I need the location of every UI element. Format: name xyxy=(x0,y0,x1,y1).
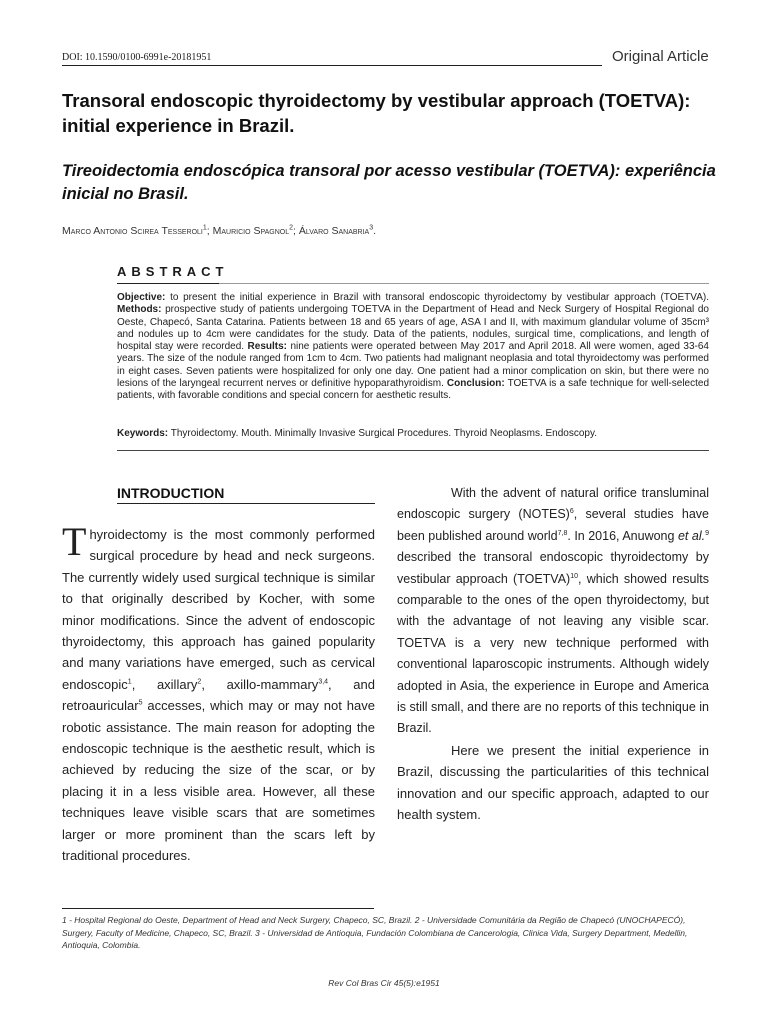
paragraph xyxy=(397,483,709,740)
introduction-rule xyxy=(117,503,375,504)
citation[interactable]: 1 xyxy=(127,678,132,686)
paragraph: Here we present the initial experience in Brazil, discussing the particularities of this technical innovation and our specific approach, adapted to our health system. xyxy=(397,742,709,823)
keywords-label: Keywords: xyxy=(117,428,169,439)
author-name[interactable]: Mauricio Spagnol xyxy=(212,225,290,237)
et-al: et al. xyxy=(677,528,706,543)
title-portuguese: Tireoidectomia endoscópica transoral por acesso vestibular (TOETVA): experiência inicial no Brasil. xyxy=(62,162,716,203)
conclusion-label: Conclusion: xyxy=(446,378,505,390)
methods-label: Methods: xyxy=(117,304,162,316)
affiliation-mark: 3 xyxy=(369,224,374,232)
paragraph-text: . In 2016, Anuwong xyxy=(567,528,678,543)
doi[interactable]: DOI: 10.1590/0100-6991e-20181951 xyxy=(62,52,212,63)
citation[interactable]: 2 xyxy=(197,678,202,686)
objective-text: to present the initial experience in Brazil with transoral endoscopic thyroidectomy by vestibular approach (TOETVA). xyxy=(170,292,709,303)
methods-text: prospective study of patients undergoing TOETVA in the Department of Head and Neck Surgery of Hospital Regional do Oeste, Chapecó, Santa Catarina. Patients between 18 and 65 years of age, ASA I and II, with maximum glandular volume of 35cm³ and nodules up to 4cm were candidates for the study. Data of the patients, nodules, surgical time, complications, and length of hospital stay were recorded. xyxy=(117,304,709,353)
article-type: Original Article xyxy=(612,48,709,65)
paragraph-text: With the advent of natural orifice transluminal endoscopic surgery (NOTES) xyxy=(397,486,709,522)
text-column-right xyxy=(397,483,709,826)
results-text: nine patients were operated between May 2017 and April 2018. All were women, aged 33-64 years. The size of the nodule ranged from 1cm to 4cm. Two patients had malignant neoplasia and total thyroidectomy was performed in eight cases. Seven patients were hospitalized for only one day. One patient had a minor complication on skin, but there were no lesions of the laryngeal recurrent nerves or definitive hypoparathyroidism. xyxy=(117,341,709,390)
paragraph-text: described the transoral endoscopic thyroidectomy by vestibular approach (TOETVA) xyxy=(397,550,709,586)
paragraph-text: , axillary xyxy=(131,676,198,692)
keywords-text: Thyroidectomy. Mouth. Minimally Invasive Surgical Procedures. Thyroid Neoplasms. Endoscopy. xyxy=(170,428,598,439)
citation[interactable]: 7,8 xyxy=(557,529,568,537)
paragraph-text: hyroidectomy is the most commonly performed surgical procedure by head and neck surgeons. The currently widely used surgical technique is similar to that originally described by Kocher, with some minor modifications. Since the advent of endoscopic thyroidectomy, this approach has gained popularity and many variations have emerged, such as cervical endoscopic xyxy=(62,527,375,692)
paragraph-text: , which showed results comparable to the ones of the open thyroidectomy, but with the advantage of not leaving any visible scar. TOETVA is a very new technique performed with conventional laparoscopic instruments. Although widely adopted in Asia, the experience in Europe and America is still small, and there are no reports of this technique in Brazil. xyxy=(397,571,709,736)
authors: Marco Antonio Scirea Tesseroli$^1$; Mauricio Spagnol$^2$; Álvaro Sanabria$^3$. xyxy=(62,224,377,237)
affiliation-mark: 1 xyxy=(202,224,207,232)
author-name[interactable]: Álvaro Sanabria xyxy=(298,225,370,237)
keywords xyxy=(117,428,709,439)
author-name[interactable]: Marco Antonio Scirea Tesseroli xyxy=(62,225,203,237)
affiliation-mark: 2 xyxy=(289,224,294,232)
text-column-left xyxy=(62,519,375,867)
header-rule xyxy=(62,65,602,66)
objective-label: Objective: xyxy=(117,292,166,303)
abstract-heading: ABSTRACT xyxy=(117,264,229,279)
abstract-bottom-rule xyxy=(117,450,709,451)
paragraph-text: , and retroauricular xyxy=(62,676,375,714)
paragraph-text: , axillo-mammary xyxy=(201,676,319,692)
drop-cap: T xyxy=(62,519,87,564)
paragraph-text: accesses, which may or may not have robotic assistance. The main reason for adopting the endoscopic technique is the aesthetic result, which is achieved by reducing the size of the scar, or by placing it in a less visible area. However, all these techniques leave visible scars that are sometimes larger or more prominent than the scars left by traditional procedures. xyxy=(62,698,375,864)
citation[interactable]: 5 xyxy=(138,699,143,707)
journal-reference: Rev Col Bras Cir 45(5):e1951 xyxy=(328,978,440,988)
citation[interactable]: 6 xyxy=(569,508,574,516)
citation[interactable]: 3,4 xyxy=(318,678,329,686)
abstract-body xyxy=(117,292,709,403)
paragraph-text: , several studies have been published around world xyxy=(397,507,709,543)
results-label: Results: xyxy=(247,341,287,353)
title-english: Transoral endoscopic thyroidectomy by vestibular approach (TOETVA): initial experience in Brazil. xyxy=(62,90,691,136)
abstract-heading-rule xyxy=(117,283,219,284)
citation[interactable]: 9 xyxy=(705,529,709,537)
introduction-heading: INTRODUCTION xyxy=(117,485,225,501)
affiliations-footnote: 1 - Hospital Regional do Oeste, Department of Head and Neck Surgery, Chapeco, SC, Brazil. 2 - Universidade Comunitária da Região de Chapecó (UNOCHAPECÓ), Surgery, Faculty of Medicine, Chapeco, SC, Brazil. 3 - Universidad de Antioquia, Fundación Colombiana de Cancerologia, Clinica Vida, Surgery Department, Medellin, Antioquia, Colombia. xyxy=(62,915,688,950)
conclusion-text: TOETVA is a safe technique for well-selected patients, with favorable conditions and special concern for aesthetic results. xyxy=(117,378,710,402)
footnote-rule xyxy=(62,908,374,909)
citation[interactable]: 10 xyxy=(570,572,579,580)
